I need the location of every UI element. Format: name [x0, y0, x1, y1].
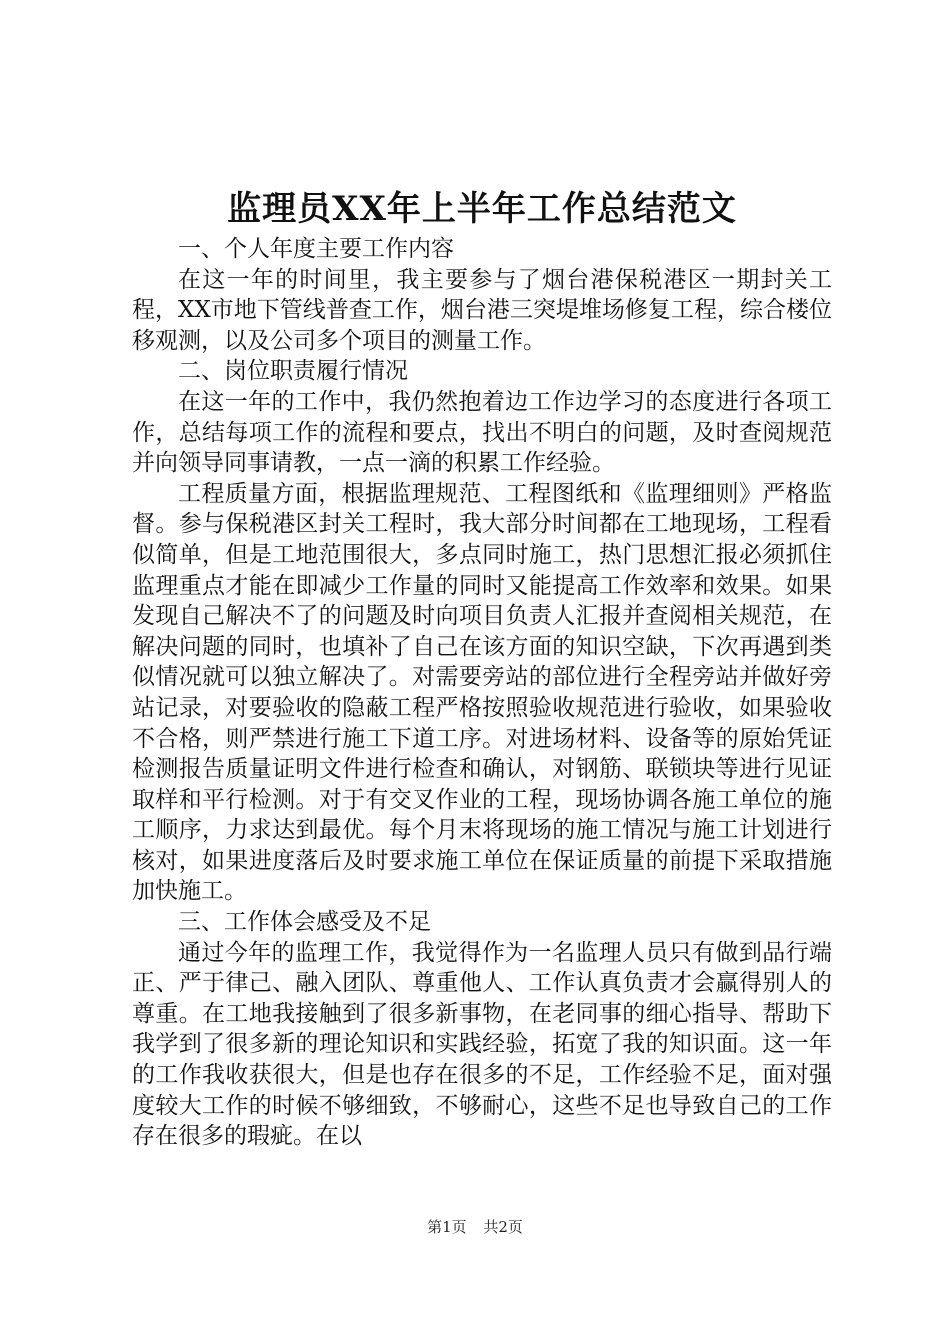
- section-heading: 三、工作体会感受及不足: [178, 909, 431, 936]
- section-1: [132, 234, 832, 356]
- page-footer: [0, 1216, 950, 1237]
- paragraph: 工程质量方面，根据监理规范、工程图纸和《监理细则》严格监督。参与保税港区封关工程时，我大部分时间都在工地现场，工程看似简单，但是工地范围很大，多点同时施工，热门思想汇报必须抓住监理重点才能在即减少工作量的同时又能提高工作效率和效果。如果发现自己解决不了的问题及时向项目负责人汇报并查阅相关规范，在解决问题的同时，也填补了自己在该方面的知识空缺，下次再遇到类似情况就可以独立解决了。对需要旁站的部位进行全程旁站并做好旁站记录，对要验收的隐蔽工程严格按照验收规范进行验收，如果验收不合格，则严禁进行施工下道工序。对进场材料、设备等的原始凭证检测报告质量证明文件进行检查和确认，对钢筋、联锁块等进行见证取样和平行检测。对于有交叉作业的工程，现场协调各施工单位的施工顺序，力求达到最优。每个月末将现场的施工情况与施工计划进行核对，如果进度落后及时要求施工单位在保证质量的前提下采取措施加快施工。: [132, 480, 832, 905]
- section-2: [132, 356, 832, 907]
- paragraph: 在这一年的工作中，我仍然抱着边工作边学习的态度进行各项工作，总结每项工作的流程和要点，找出不明白的问题，及时查阅规范并向领导同事请教，一点一滴的积累工作经验。: [132, 388, 832, 477]
- document-title: 监理员XX年上半年工作总结范文: [227, 189, 737, 229]
- page-total: 共2页: [483, 1218, 523, 1236]
- page-number: 第1页: [427, 1218, 467, 1236]
- document-body: [132, 184, 832, 1152]
- paragraph: 通过今年的监理工作，我觉得作为一名监理人员只有做到品行端正、严于律己、融入团队、尊重他人、工作认真负责才会赢得别人的尊重。在工地我接触到了很多新事物，在老同事的细心指导、帮助下我学到了很多新的理论知识和实践经验，拓宽了我的知识面。这一年的工作我收获很大，但是也存在很多的不足，工作经验不足，面对强度较大工作的时候不够细致，不够耐心，这些不足也导致自己的工作存在很多的瑕疵。在以: [132, 939, 832, 1150]
- paragraph: 在这一年的时间里，我主要参与了烟台港保税港区一期封关工程，XX市地下管线普查工作，烟台港三突堤堆场修复工程，综合楼位移观测，以及公司多个项目的测量工作。: [132, 266, 832, 354]
- section-heading: 一、个人年度主要工作内容: [178, 236, 454, 262]
- section-3: [132, 907, 832, 1152]
- section-heading: 二、岗位职责履行情况: [178, 358, 408, 385]
